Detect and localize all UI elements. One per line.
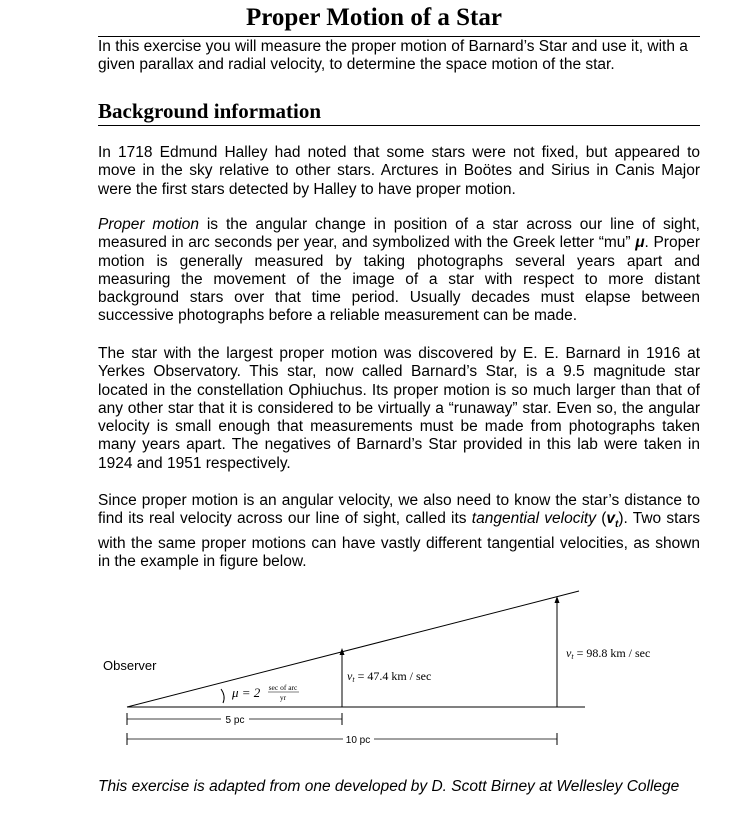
mu-label: μ = 2 <box>232 685 261 700</box>
vt2-value: = 98.8 km / sec <box>573 646 651 660</box>
dim-5pc-label: 5 pc <box>225 715 245 726</box>
tangential-text-a: Since proper motion is an angular velocity, we also need to know the star’s distance to find its real velocity across our line of sight, called its <box>98 492 700 528</box>
proper-motion-definition: is the angular change in position of a star across our line of sight, measured in arc seconds per year, and symbolized with the Greek letter “mu” <box>98 216 700 252</box>
vt2-symbol: v <box>566 646 572 660</box>
paragraph-halley: In 1718 Edmund Halley had noted that some stars were not fixed, but appeared to move in the sky relative to other stars. Arctures in Boötes and Sirius in Canis Major were the first stars detected by Halley to have proper motion. <box>98 144 700 198</box>
mu-fraction-denominator: yr <box>279 693 287 702</box>
vt2-subscript: t <box>571 652 574 661</box>
tangential-text-c: ). Two stars with the same proper motions can have vastly different tangential velocities, as shown in the example in figure below. <box>98 510 701 570</box>
vt1-label <box>347 669 431 684</box>
vt-symbol: v <box>606 510 615 528</box>
intro-paragraph: In this exercise you will measure the proper motion of Barnard’s Star and use it, with a given parallax and radial velocity, to determine the space motion of the star. <box>98 36 700 74</box>
vt-subscript: t <box>614 519 619 531</box>
vt2-label <box>566 646 650 661</box>
dim-10pc-label: 10 pc <box>345 735 371 746</box>
angle-arc <box>221 689 224 703</box>
page-title: Proper Motion of a Star <box>246 4 502 31</box>
sight-line <box>127 591 579 707</box>
vt1-symbol: v <box>347 669 353 683</box>
observer-label: Observer <box>103 658 157 673</box>
vt1-subscript: t <box>352 675 355 684</box>
tangential-text-b: ( <box>595 510 607 528</box>
tangential-term: tangential velocity <box>471 510 596 528</box>
paragraph-barnard: The star with the largest proper motion was discovered by E. E. Barnard in 1916 at Yerkes Observatory. This star, now called Barnard’s Star, is a 9.5 magnitude star located in the constellation Ophiuchus. Its proper motion is so much larger than that of any other star that it is considered to be virtually a “runaway” star. Even so, the angular velocity is small enough that measurements must be made from photographs taken many years apart. The negatives of Barnard’s Star provided in this lab were taken in 1924 and 1951 respectively. <box>98 345 700 472</box>
section-heading: Background information <box>98 98 700 126</box>
proper-motion-term: Proper motion <box>98 216 199 233</box>
vt1-value: = 47.4 km / sec <box>354 669 432 683</box>
proper-motion-rest: . Proper motion is generally measured by taking photographs several years apart and measuring the movement of the image of a star with respect to more distant background stars over that time period. Usually decades must elapse between successive photographs before a reliable measurement can be made. <box>98 234 700 325</box>
footer-credit: This exercise is adapted from one developed by D. Scott Birney at Wellesley College <box>98 778 680 795</box>
mu-fraction-numerator: sec of arc <box>268 683 298 692</box>
mu-symbol: μ <box>635 234 645 252</box>
